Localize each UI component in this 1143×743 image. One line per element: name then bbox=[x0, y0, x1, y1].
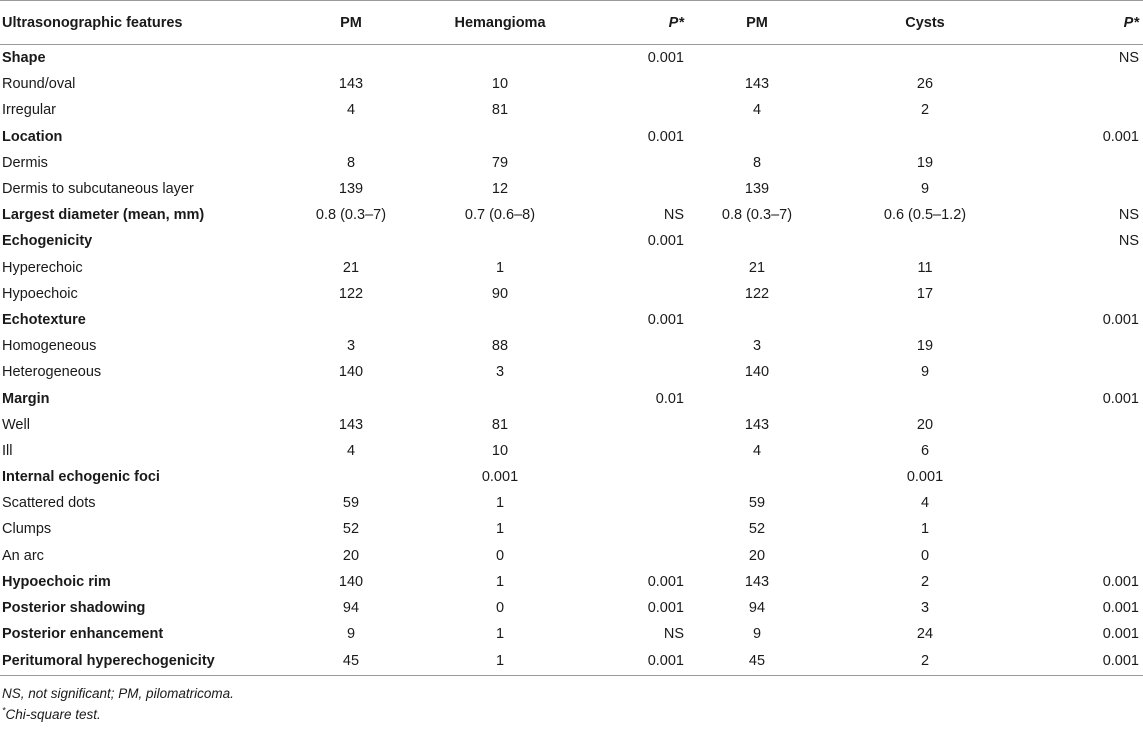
cell-hemangioma: 1 bbox=[495, 521, 505, 538]
cell-p-value-cysts bbox=[1024, 176, 1143, 202]
cell-cysts: 11 bbox=[917, 259, 933, 276]
cell-pm-cysts-group bbox=[688, 45, 826, 72]
cell-p-value-hemangioma: 0.001 bbox=[578, 647, 688, 676]
cell-cysts: 2 bbox=[920, 573, 930, 590]
cell-hemangioma: 10 bbox=[491, 442, 509, 459]
cell-pm-hemangioma-group: 143 bbox=[338, 416, 364, 433]
table-row bbox=[0, 176, 1143, 202]
cell-hemangioma: 90 bbox=[491, 285, 509, 302]
cell-p-value-cysts: 0.001 bbox=[1102, 311, 1139, 328]
cell-p-value-hemangioma: 0.001 bbox=[647, 311, 684, 328]
cell-pm-hemangioma-group: 45 bbox=[280, 647, 422, 676]
cell-p-value-cysts bbox=[1024, 490, 1143, 516]
cell-pm-hemangioma-group: 20 bbox=[342, 547, 360, 564]
cell-pm-cysts-group: 59 bbox=[748, 495, 766, 512]
feature-label: Scattered dots bbox=[2, 495, 96, 512]
feature-label: Echotexture bbox=[2, 311, 86, 328]
cell-p-value-cysts bbox=[1024, 71, 1143, 97]
header-hemangioma: Hemangioma bbox=[422, 1, 578, 45]
cell-pm-hemangioma-group bbox=[280, 45, 422, 72]
feature-label: Heterogeneous bbox=[2, 364, 102, 381]
cell-cysts: 2 bbox=[826, 647, 1024, 676]
cell-p-value-cysts: NS bbox=[1118, 233, 1139, 250]
cell-p-value-cysts bbox=[1024, 438, 1143, 464]
cell-pm-hemangioma-group: 94 bbox=[342, 600, 360, 617]
cell-p-value-cysts bbox=[1024, 464, 1143, 490]
table-row bbox=[0, 359, 1143, 385]
feature-label: Largest diameter (mean, mm) bbox=[2, 207, 205, 224]
cell-p-value-cysts bbox=[1024, 359, 1143, 385]
cell-pm-hemangioma-group: 140 bbox=[338, 364, 364, 381]
cell-p-value-cysts: 0.001 bbox=[1102, 573, 1139, 590]
feature-label: Homogeneous bbox=[2, 338, 97, 355]
cell-pm-hemangioma-group: 59 bbox=[342, 495, 360, 512]
cell-cysts: 20 bbox=[916, 416, 934, 433]
cell-p-value-cysts: 0.001 bbox=[1102, 626, 1139, 643]
cell-hemangioma: 0 bbox=[495, 547, 505, 564]
table-row bbox=[0, 543, 1143, 569]
header-pm-vs-hemangioma: PM bbox=[280, 1, 422, 45]
cell-hemangioma: 3 bbox=[495, 364, 505, 381]
table-row-category bbox=[0, 569, 1143, 595]
table-row bbox=[0, 333, 1143, 359]
cell-cysts: 0.6 (0.5–1.2) bbox=[883, 207, 967, 224]
feature-label: Dermis to subcutaneous layer bbox=[2, 181, 194, 198]
table-row-category bbox=[0, 385, 1143, 411]
cell-p-value-cysts: 0.001 bbox=[1102, 128, 1139, 145]
cell-p-value-hemangioma bbox=[578, 176, 688, 202]
cell-pm-cysts-group: 45 bbox=[688, 647, 826, 676]
cell-p-value-hemangioma: 0.001 bbox=[647, 128, 684, 145]
cell-pm-cysts-group: 21 bbox=[748, 259, 766, 276]
cell-cysts: 9 bbox=[920, 181, 930, 198]
feature-label: Ill bbox=[2, 442, 13, 459]
cell-pm-hemangioma-group: 52 bbox=[342, 521, 360, 538]
cell-cysts bbox=[826, 124, 1024, 150]
cell-p-value-hemangioma bbox=[578, 412, 688, 438]
cell-pm-cysts-group: 52 bbox=[748, 521, 766, 538]
cell-hemangioma: 1 bbox=[495, 495, 505, 512]
cell-cysts bbox=[826, 385, 1024, 411]
cell-pm-hemangioma-group: 4 bbox=[346, 102, 356, 119]
cell-pm-cysts-group: 143 bbox=[744, 416, 770, 433]
cell-p-value-cysts bbox=[1024, 97, 1143, 123]
cell-pm-cysts-group bbox=[688, 464, 826, 490]
cell-p-value-cysts: NS bbox=[1118, 50, 1139, 67]
feature-label: Irregular bbox=[2, 102, 56, 119]
cell-p-value-cysts: NS bbox=[1118, 207, 1139, 224]
cell-pm-hemangioma-group: 122 bbox=[338, 285, 364, 302]
footnote-marker: * bbox=[2, 705, 6, 716]
cell-pm-cysts-group bbox=[688, 307, 826, 333]
table-row bbox=[0, 490, 1143, 516]
cell-cysts: 6 bbox=[920, 442, 930, 459]
header-row bbox=[0, 1, 1143, 45]
cell-hemangioma: 1 bbox=[495, 626, 505, 643]
cell-p-value-cysts bbox=[1024, 412, 1143, 438]
cell-p-value-hemangioma bbox=[578, 438, 688, 464]
cell-pm-hemangioma-group bbox=[280, 385, 422, 411]
cell-cysts bbox=[826, 228, 1024, 254]
cell-p-value-hemangioma bbox=[578, 333, 688, 359]
feature-label: Clumps bbox=[2, 521, 52, 538]
table-footnotes bbox=[0, 683, 1143, 725]
cell-p-value-hemangioma bbox=[578, 281, 688, 307]
feature-label: Posterior shadowing bbox=[2, 600, 146, 617]
feature-label: Margin bbox=[2, 390, 50, 407]
table-header bbox=[0, 1, 1143, 45]
table-row bbox=[0, 255, 1143, 281]
cell-hemangioma: 1 bbox=[495, 573, 505, 590]
cell-hemangioma bbox=[422, 124, 578, 150]
cell-cysts: 3 bbox=[920, 600, 930, 617]
cell-hemangioma bbox=[422, 385, 578, 411]
cell-pm-cysts-group: 4 bbox=[752, 442, 762, 459]
header-p-value-hemangioma: P* bbox=[578, 1, 688, 45]
feature-label: Echogenicity bbox=[2, 233, 93, 250]
feature-label: An arc bbox=[2, 547, 44, 564]
cell-p-value-cysts: 0.001 bbox=[1102, 600, 1139, 617]
cell-hemangioma: 0.001 bbox=[481, 469, 519, 486]
table-row bbox=[0, 281, 1143, 307]
cell-pm-cysts-group: 0.8 (0.3–7) bbox=[721, 207, 793, 224]
cell-p-value-hemangioma: 0.001 bbox=[647, 233, 684, 250]
cell-pm-hemangioma-group: 8 bbox=[346, 154, 356, 171]
table-row bbox=[0, 438, 1143, 464]
cell-cysts: 19 bbox=[916, 338, 934, 355]
cell-p-value-hemangioma bbox=[578, 490, 688, 516]
cell-p-value-hemangioma: NS bbox=[663, 207, 684, 224]
cell-hemangioma: 1 bbox=[422, 647, 578, 676]
cell-p-value-hemangioma: 0.001 bbox=[647, 573, 684, 590]
cell-pm-cysts-group: 8 bbox=[752, 154, 762, 171]
feature-label: Internal echogenic foci bbox=[2, 469, 160, 486]
cell-cysts: 19 bbox=[916, 154, 934, 171]
feature-label: Hypoechoic rim bbox=[2, 573, 111, 590]
cell-pm-cysts-group: 143 bbox=[744, 573, 770, 590]
cell-pm-hemangioma-group: 3 bbox=[346, 338, 356, 355]
cell-pm-hemangioma-group bbox=[280, 228, 422, 254]
table-row-category bbox=[0, 202, 1143, 228]
cell-pm-hemangioma-group: 21 bbox=[342, 259, 360, 276]
cell-pm-cysts-group: 94 bbox=[748, 600, 766, 617]
cell-pm-hemangioma-group bbox=[280, 307, 422, 333]
feature-label: Shape bbox=[2, 50, 46, 67]
table-row-category bbox=[0, 228, 1143, 254]
cell-cysts bbox=[826, 307, 1024, 333]
cell-p-value-hemangioma: 0.01 bbox=[655, 390, 684, 407]
cell-pm-cysts-group: 3 bbox=[752, 338, 762, 355]
cell-p-value-hemangioma bbox=[578, 97, 688, 123]
cell-p-value-hemangioma bbox=[578, 516, 688, 542]
table-row bbox=[0, 97, 1143, 123]
table-row-category bbox=[0, 124, 1143, 150]
cell-p-value-hemangioma: NS bbox=[663, 626, 684, 643]
cell-p-value-hemangioma bbox=[578, 464, 688, 490]
cell-pm-cysts-group: 143 bbox=[744, 76, 770, 93]
cell-p-value-cysts bbox=[1024, 333, 1143, 359]
table-row-category bbox=[0, 647, 1143, 676]
feature-label: Peritumoral hyperechogenicity bbox=[0, 647, 280, 676]
cell-hemangioma: 0.7 (0.6–8) bbox=[464, 207, 536, 224]
table-body bbox=[0, 45, 1143, 676]
cell-pm-hemangioma-group: 143 bbox=[338, 76, 364, 93]
cell-p-value-hemangioma bbox=[578, 150, 688, 176]
table-row bbox=[0, 516, 1143, 542]
cell-cysts: 2 bbox=[920, 102, 930, 119]
cell-pm-hemangioma-group: 0.8 (0.3–7) bbox=[315, 207, 387, 224]
cell-cysts: 1 bbox=[920, 521, 930, 538]
table-row bbox=[0, 150, 1143, 176]
cell-hemangioma: 81 bbox=[491, 102, 509, 119]
table-row-category bbox=[0, 45, 1143, 72]
cell-p-value-cysts bbox=[1024, 255, 1143, 281]
cell-cysts: 0.001 bbox=[906, 469, 944, 486]
feature-label: Dermis bbox=[2, 154, 48, 171]
cell-hemangioma: 0 bbox=[495, 600, 505, 617]
feature-label: Hypoechoic bbox=[2, 285, 78, 302]
feature-label: Well bbox=[2, 416, 30, 433]
cell-pm-cysts-group bbox=[688, 124, 826, 150]
cell-hemangioma bbox=[422, 307, 578, 333]
footnote-test bbox=[2, 704, 1143, 725]
footnote-abbreviations: NS, not significant; PM, pilomatricoma. bbox=[2, 686, 234, 702]
table-row-category bbox=[0, 464, 1143, 490]
cell-p-value-cysts: 0.001 bbox=[1024, 647, 1143, 676]
cell-hemangioma: 10 bbox=[491, 76, 509, 93]
cell-pm-cysts-group: 139 bbox=[744, 181, 770, 198]
cell-cysts: 0 bbox=[920, 547, 930, 564]
table-row-category bbox=[0, 595, 1143, 621]
cell-pm-hemangioma-group bbox=[280, 464, 422, 490]
footnote-test-text: Chi-square test. bbox=[5, 707, 101, 723]
feature-label: Posterior enhancement bbox=[2, 626, 164, 643]
cell-pm-hemangioma-group: 4 bbox=[346, 442, 356, 459]
cell-cysts: 26 bbox=[916, 76, 934, 93]
cell-hemangioma: 12 bbox=[491, 181, 509, 198]
cell-pm-cysts-group: 9 bbox=[752, 626, 762, 643]
cell-pm-cysts-group: 20 bbox=[748, 547, 766, 564]
header-features: Ultrasonographic features bbox=[0, 1, 280, 45]
cell-hemangioma: 1 bbox=[495, 259, 505, 276]
cell-p-value-hemangioma bbox=[578, 359, 688, 385]
table-row bbox=[0, 71, 1143, 97]
cell-pm-cysts-group bbox=[688, 228, 826, 254]
cell-p-value-hemangioma: 0.001 bbox=[647, 600, 684, 617]
cell-hemangioma: 88 bbox=[491, 338, 509, 355]
cell-p-value-hemangioma bbox=[578, 255, 688, 281]
cell-pm-hemangioma-group: 140 bbox=[338, 573, 364, 590]
feature-label: Location bbox=[2, 128, 63, 145]
cell-p-value-cysts bbox=[1024, 150, 1143, 176]
cell-cysts: 17 bbox=[916, 285, 934, 302]
table-row-category bbox=[0, 621, 1143, 647]
cell-p-value-cysts bbox=[1024, 516, 1143, 542]
header-p-value-cysts: P* bbox=[1024, 1, 1143, 45]
cell-hemangioma: 79 bbox=[491, 154, 509, 171]
cell-pm-cysts-group: 140 bbox=[744, 364, 770, 381]
cell-cysts bbox=[826, 45, 1024, 72]
header-cysts: Cysts bbox=[826, 1, 1024, 45]
cell-cysts: 4 bbox=[920, 495, 930, 512]
cell-pm-cysts-group: 122 bbox=[744, 285, 770, 302]
table-row-category bbox=[0, 307, 1143, 333]
cell-p-value-cysts bbox=[1024, 281, 1143, 307]
cell-pm-hemangioma-group: 9 bbox=[346, 626, 356, 643]
header-pm-vs-cysts: PM bbox=[688, 1, 826, 45]
cell-pm-hemangioma-group: 139 bbox=[338, 181, 364, 198]
cell-p-value-cysts bbox=[1024, 543, 1143, 569]
table-row bbox=[0, 412, 1143, 438]
feature-label: Round/oval bbox=[2, 76, 76, 93]
cell-pm-hemangioma-group bbox=[280, 124, 422, 150]
feature-label: Hyperechoic bbox=[2, 259, 83, 276]
cell-cysts: 9 bbox=[920, 364, 930, 381]
cell-p-value-cysts: 0.001 bbox=[1102, 390, 1139, 407]
cell-cysts: 24 bbox=[916, 626, 934, 643]
cell-hemangioma: 81 bbox=[491, 416, 509, 433]
cell-p-value-hemangioma bbox=[578, 71, 688, 97]
cell-pm-cysts-group bbox=[688, 385, 826, 411]
cell-hemangioma bbox=[422, 228, 578, 254]
cell-hemangioma bbox=[422, 45, 578, 72]
cell-pm-cysts-group: 4 bbox=[752, 102, 762, 119]
cell-p-value-hemangioma: 0.001 bbox=[647, 50, 684, 67]
cell-p-value-hemangioma bbox=[578, 543, 688, 569]
